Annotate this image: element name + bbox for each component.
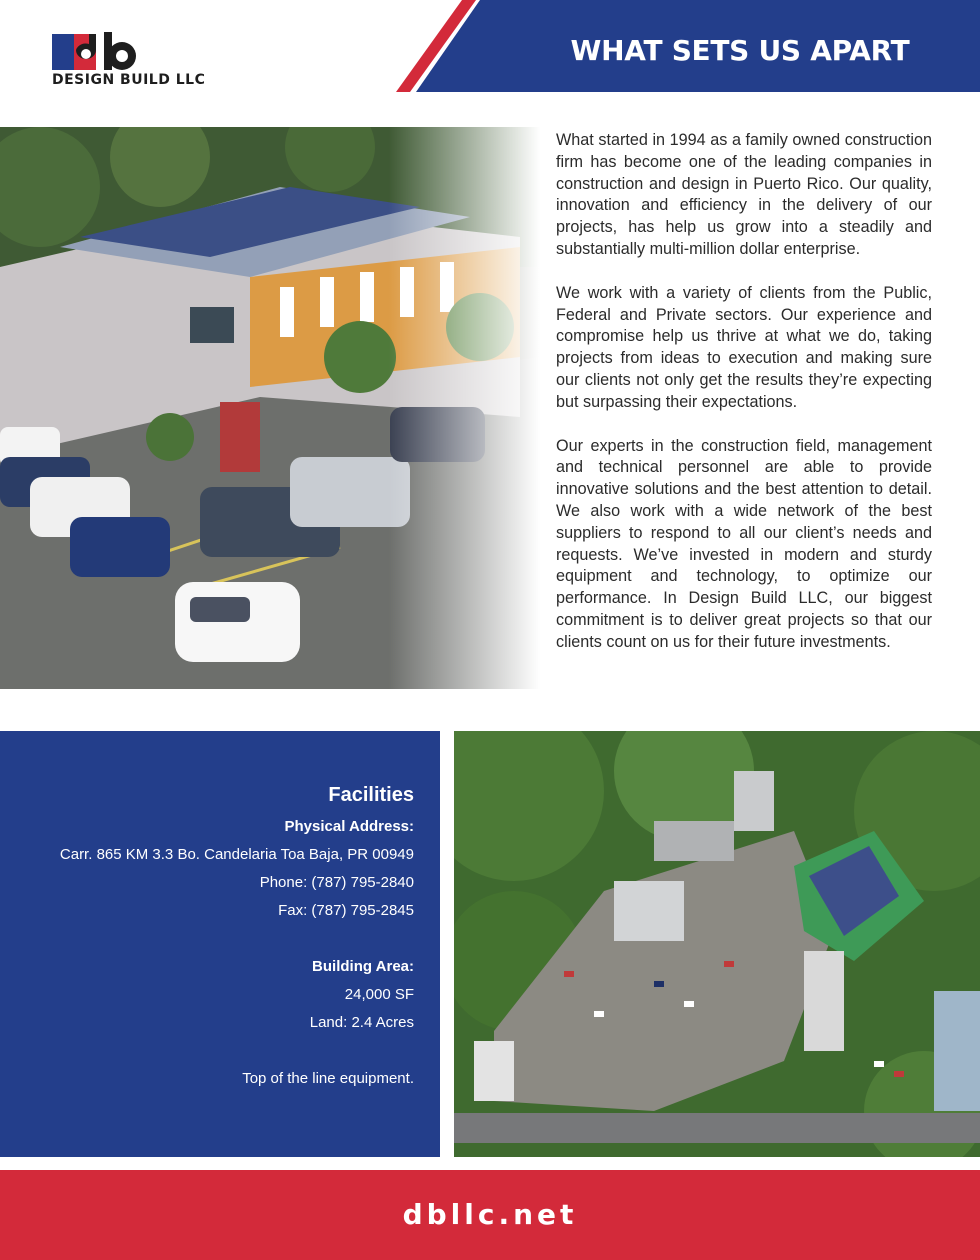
- intro-paragraph: What started in 1994 as a family owned construction firm has become one of the leading companies in construction and design in Puerto Rico. Our quality, innovation and efficiency in the delivery of our projects, has help us grow into a steadily and substantially multi-million dollar enterprise.: [556, 131, 932, 258]
- spacer: [60, 1037, 414, 1065]
- footer-band: [0, 1170, 980, 1260]
- intro-text: [556, 130, 932, 676]
- fax-text: Fax: (787) 795-2845: [278, 902, 414, 919]
- phone-text[interactable]: Phone: (787) 795-2840: [259, 874, 414, 891]
- area-value: 24,000 SF: [344, 986, 414, 1003]
- area-label: Building Area:: [312, 958, 414, 975]
- logo-text: DESIGN BUILD LLC: [52, 72, 206, 88]
- land-value: Land: 2.4 Acres: [309, 1014, 414, 1031]
- intro-paragraph: Our experts in the construction field, management and technical personnel are able to provide innovative solutions and the best attention to detail. We also work with a wide network of the best suppliers to respond to all our client’s needs and requests. We’ve invested in modern and sturdy equipment and technology, to optimize our performance. In Design Build LLC, our biggest commitment is to deliver great projects so that our clients count on us for their future investments.: [556, 436, 932, 651]
- spacer: [60, 925, 414, 953]
- equipment-text: Top of the line equipment.: [242, 1070, 414, 1087]
- page-title: WHAT SETS US APART: [570, 34, 910, 67]
- company-logo[interactable]: [52, 32, 252, 92]
- facilities-panel: [0, 731, 440, 1157]
- website-link[interactable]: dbllc.net: [402, 1198, 578, 1231]
- aerial-photo: [454, 731, 980, 1157]
- db-logo-mark-icon: [52, 32, 144, 70]
- facilities-details: [60, 783, 414, 1093]
- facilities-title: Facilities: [328, 784, 414, 806]
- address-label: Physical Address:: [284, 818, 414, 835]
- building-photo: [0, 127, 540, 689]
- address-text: Carr. 865 KM 3.3 Bo. Candelaria Toa Baja, PR 00949: [59, 846, 414, 863]
- intro-paragraph: We work with a variety of clients from the Public, Federal and Private sectors. Our experience and compromise help us thrive at what we do, taking projects from ideas to execution and making sure our clients not only get the results they’re expecting but surpassing their expectations.: [556, 283, 932, 411]
